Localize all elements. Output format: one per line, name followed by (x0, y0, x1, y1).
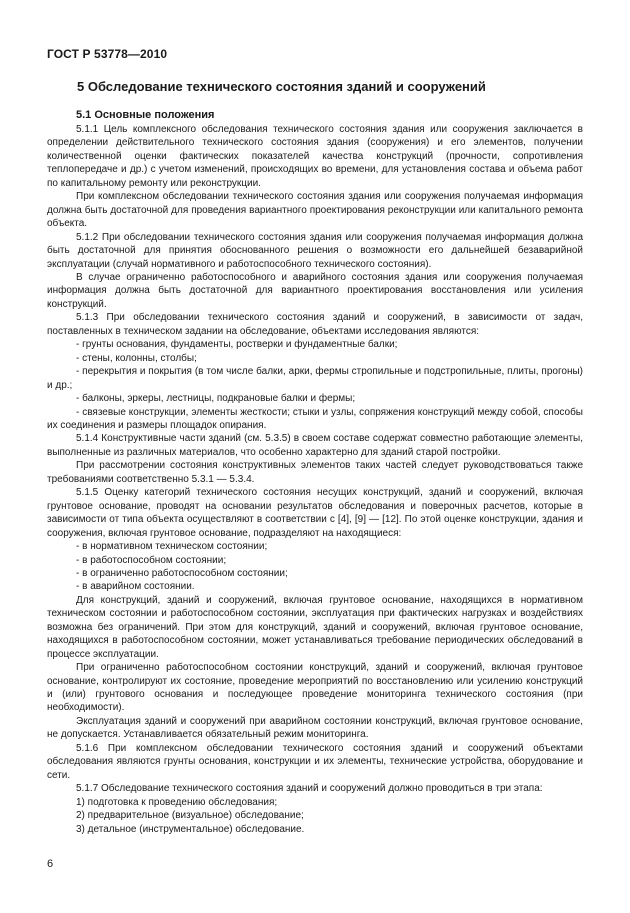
paragraph: 5.1.5 Оценку категорий технического состояния несущих конструкций, зданий и сооружений, включая грунтовое основание, проводят на основании результатов обследования и поверочных расчетов, которые в зависимости от типа объекта осуществляют в соответствии с [4], [9] — [12]. По этой оценке конструкции, здания и сооружения, включая грунтовое основание, подразделяют на находящиеся: (47, 487, 583, 539)
paragraph: 5.1.1 Цель комплексного обследования технического состояния здания или сооружения заключается в определении действительного технического состояния здания (сооружения) и его элементов, получении количественной оценки фактических показателей качества конструкций (прочности, сопротивления теплопередаче и др.) с учетом изменений, происходящих во времени, для установления состава и объема работ по капитальному ремонту или реконструкции. (47, 124, 583, 189)
document-header: ГОСТ Р 53778—2010 (47, 47, 168, 61)
list-item: 2) предварительное (визуальное) обследование; (76, 810, 304, 822)
list-item: - перекрытия и покрытия (в том числе балки, арки, фермы стропильные и подстропильные, плиты, прогоны) и др.; (47, 366, 583, 391)
list-item: 3) детальное (инструментальное) обследование. (76, 823, 305, 835)
paragraph: 5.1.3 При обследовании технического состояния зданий и сооружений, в зависимости от задач, поставленных в техническом задании на обследование, объектами исследования являются: (47, 312, 583, 337)
paragraph-list (47, 123, 583, 836)
list-item: - в работоспособном состоянии; (76, 554, 227, 566)
paragraph: Для конструкций, зданий и сооружений, включая грунтовое основание, находящихся в нормативном техническом состоянии и работоспособном состоянии, эксплуатация при фактических нагрузках и воздействиях возможна без ограничений. При этом для конструкций, зданий и сооружений, включая грунтовое основание, находящихся в работоспособном состоянии, может устанавливаться требование периодических обследований в процессе эксплуатации. (47, 594, 583, 660)
list-item: - связевые конструкции, элементы жесткости; стыки и узлы, сопряжения конструкций между собой, способы их соединения и размеры площадок опирания. (47, 406, 583, 431)
paragraph: 5.1.4 Конструктивные части зданий (см. 5.3.5) в своем составе содержат совместно работающие элементы, выполненные из различных материалов, что особенно характерно для зданий старой постройки. (47, 433, 583, 458)
list-item: - стены, колонны, столбы; (76, 352, 197, 364)
list-item: - в аварийном состоянии. (76, 581, 195, 593)
document-body (47, 109, 583, 836)
paragraph: 5.1.7 Обследование технического состояния зданий и сооружений должно проводиться в три этапа: (76, 783, 543, 795)
subsection-title: 5.1 Основные положения (76, 109, 215, 121)
paragraph: При рассмотрении состояния конструктивных элементов таких частей следует руководствоваться также требованиями соответственно 5.3.1 — 5.3.4. (47, 460, 583, 485)
list-item: - в нормативном техническом состоянии; (76, 541, 268, 553)
list-item: - грунты основания, фундаменты, ростверки и фундаментные балки; (76, 339, 398, 351)
paragraph: В случае ограниченно работоспособного и аварийного состояния здания или сооружения получаемая информация должна быть достаточной для вариантного проектирования восстановления или усиления конструкций. (47, 271, 583, 310)
section-title: 5 Обследование технического состояния зданий и сооружений (77, 79, 486, 94)
paragraph: 5.1.2 При обследовании технического состояния здания или сооружения получаемая информация должна быть достаточной для принятия обоснованного решения о возможности его дальнейшей безаварийной эксплуатации (случай нормативного и работоспособного технического состояния). (47, 231, 583, 270)
list-item: - в ограниченно работоспособном состоянии; (76, 567, 288, 579)
list-item: 1) подготовка к проведению обследования; (76, 796, 278, 808)
paragraph: Эксплуатация зданий и сооружений при аварийном состоянии конструкций, включая грунтовое основание, не допускается. Устанавливается обязательный режим мониторинга. (47, 715, 583, 741)
paragraph: 5.1.6 При комплексном обследовании технического состояния зданий и сооружений объектами обследования являются грунты основания, конструкции и их элементы, технические устройства, оборудование и сети. (47, 742, 583, 781)
page-number: 6 (47, 858, 54, 870)
list-item: - балконы, эркеры, лестницы, подкрановые балки и фермы; (76, 393, 356, 405)
paragraph: При комплексном обследовании технического состояния здания или сооружения получаемая информация должна быть достаточной для проведения вариантного проектирования реконструкции или капитального ремонта объекта. (47, 191, 583, 230)
paragraph: При ограниченно работоспособном состоянии конструкций, зданий и сооружений, включая грунтовое основание, контролируют их состояние, проведение мероприятий по восстановлению или усилению конструкций и (или) грунтового основания и последующее проведение мониторинга технического состояния (при необходимости). (47, 662, 583, 714)
